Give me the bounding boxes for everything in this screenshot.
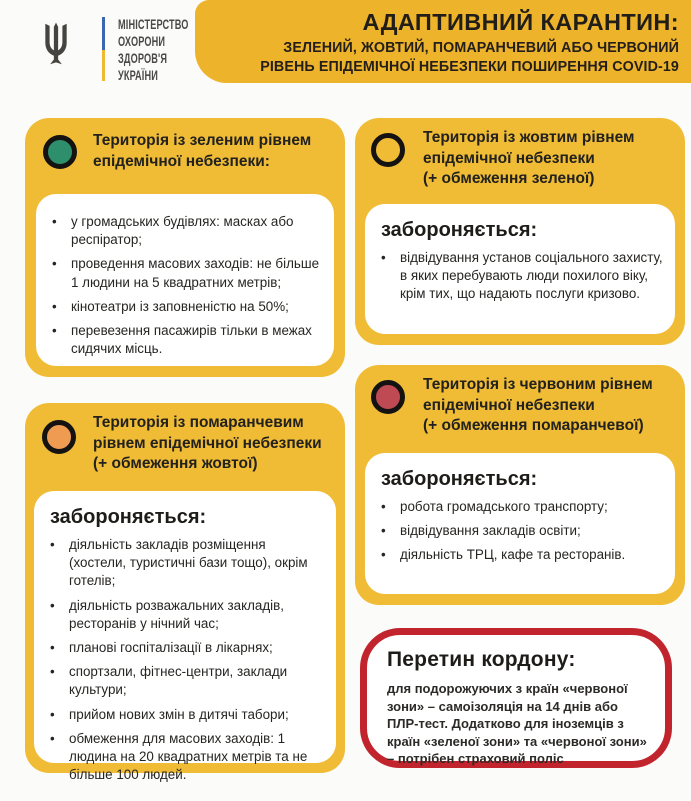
card-title-line: Територія із зеленим рівнем (93, 132, 312, 149)
bullet-icon: • (381, 250, 386, 265)
red-level-card (355, 365, 685, 605)
trident-icon (40, 15, 72, 73)
ministry-name-line: ЗДОРОВ'Я (118, 51, 168, 66)
list-item-text: робота громадського транспорту; (400, 499, 608, 514)
bullet-icon: • (381, 547, 386, 563)
prohibited-heading: забороняється: (381, 219, 538, 241)
orange-rules-panel (34, 491, 336, 783)
card-title-line: Територія із червоним рівнем (423, 376, 653, 393)
list-item-text: відвідування установ соціального захисту, в яких перебувають люди похилого віку, крім тих, що надають послуги кризово. (400, 250, 663, 302)
list-item (50, 706, 326, 724)
border-crossing-card (360, 628, 672, 768)
bullet-icon: • (52, 256, 57, 272)
card-title-line: рівнем епідемічної небезпеки (93, 434, 322, 452)
list-item (381, 498, 665, 516)
list-item-text: діяльність розважальних закладів, ресторанів у нічний час; (69, 597, 284, 631)
card-title-line: (+ обмеження помаранчевої) (423, 417, 644, 434)
page-title: АДАПТИВНИЙ КАРАНТИН: (362, 9, 679, 35)
green-rules-list (36, 194, 334, 358)
orange-card-title (93, 413, 335, 475)
list-item (50, 597, 326, 633)
red-level-icon (371, 380, 405, 414)
bullet-icon: • (381, 523, 386, 539)
yellow-card-title (423, 128, 675, 190)
bullet-icon: • (52, 298, 57, 314)
flag-divider (102, 17, 105, 81)
ministry-name-line: ОХОРОНИ (118, 34, 166, 49)
card-title-line: (+ обмеження жовтої) (93, 455, 258, 472)
ministry-name-line: УКРАЇНИ (118, 68, 158, 83)
card-title-line: епідемічної небезпеки (423, 396, 595, 414)
list-item (50, 730, 326, 785)
list-item (381, 546, 665, 564)
list-item-text: спортзали, фітнес-центри, заклади культури; (69, 664, 288, 698)
list-item (52, 255, 324, 291)
card-title-line: епідемічної небезпеки: (93, 152, 270, 170)
red-rules-panel (365, 453, 675, 594)
green-level-card (25, 118, 345, 377)
list-item-text: проведення масових заходів: не більше 1 людини на 5 квадратних метрів; (71, 256, 320, 290)
card-title-line: (+ обмеження зеленої) (423, 170, 595, 187)
bullet-icon: • (50, 706, 55, 722)
yellow-rules-panel (365, 204, 675, 334)
page-subtitle-line2: РІВЕНЬ ЕПІДЕМІЧНОЇ НЕБЕЗПЕКИ ПОШИРЕННЯ COVID-19 (260, 58, 679, 75)
yellow-level-card (355, 118, 685, 345)
card-title-line: Територія із помаранчевим (93, 414, 304, 431)
orange-rules-list (34, 531, 336, 784)
bullet-icon: • (50, 640, 55, 656)
bullet-icon: • (52, 323, 57, 339)
prohibited-heading: забороняється: (381, 468, 538, 490)
green-card-title (93, 131, 335, 172)
list-item (381, 522, 665, 540)
list-item-text: відвідування закладів освіти; (400, 523, 581, 539)
bullet-icon: • (50, 730, 55, 746)
ministry-name-line: МІНІСТЕРСТВО (118, 17, 189, 32)
bullet-icon: • (50, 664, 55, 680)
list-item (52, 213, 324, 249)
list-item-text: перевезення пасажирів тільки в межах сидячих місць. (71, 323, 312, 357)
bullet-icon: • (50, 597, 55, 613)
green-level-icon (43, 135, 77, 169)
list-item-text: у громадських будівлях: масках або респіратор; (71, 214, 294, 248)
prohibited-heading: забороняється: (50, 506, 207, 528)
list-item-text: планові госпіталізації в лікарнях; (69, 640, 273, 656)
orange-level-card (25, 403, 345, 783)
list-item (50, 663, 326, 699)
list-item (50, 639, 326, 657)
list-item-text: обмеження для масових заходів: 1 людина на 20 квадратних метрів та не більше 100 людей. (69, 730, 308, 783)
green-rules-panel (36, 194, 334, 366)
orange-level-icon (42, 420, 76, 454)
bullet-icon: • (52, 214, 57, 229)
list-item (381, 249, 665, 304)
list-item-text: прийом нових змін в дитячі табори; (69, 706, 289, 722)
list-item-text: діяльність ТРЦ, кафе та ресторанів. (400, 547, 626, 563)
list-item (52, 322, 324, 358)
yellow-level-icon (371, 133, 405, 167)
red-rules-list (365, 493, 675, 565)
bullet-icon: • (50, 537, 55, 552)
list-item-text: діяльність закладів розміщення (хостели, туристичні бази тощо), окрім готелів; (69, 537, 308, 589)
card-title-line: епідемічної небезпеки (423, 149, 595, 167)
flag-yellow-segment (102, 50, 105, 81)
ministry-name (118, 16, 189, 84)
red-card-title (423, 375, 675, 437)
yellow-rules-list (365, 244, 675, 304)
list-item (50, 536, 326, 591)
list-item (52, 298, 324, 316)
page-subtitle-line1: ЗЕЛЕНИЙ, ЖОВТИЙ, ПОМАРАНЧЕВИЙ АБО ЧЕРВОНИЙ (283, 40, 679, 56)
border-crossing-title: Перетин кордону: (387, 648, 576, 671)
card-title-line: Територія із жовтим рівнем (423, 129, 635, 146)
border-crossing-body: для подорожуючих з країн «червоної зони» – самоізоляція на 14 днів або ПЛР-тест. Додатково для іноземців з країн «зеленої зони» та «червоної зони» – потрібен страховий поліс (387, 681, 647, 767)
list-item-text: кінотеатри із заповненістю на 50%; (71, 298, 289, 314)
flag-blue-segment (102, 17, 105, 50)
bullet-icon: • (381, 499, 386, 514)
header-banner (195, 0, 691, 83)
